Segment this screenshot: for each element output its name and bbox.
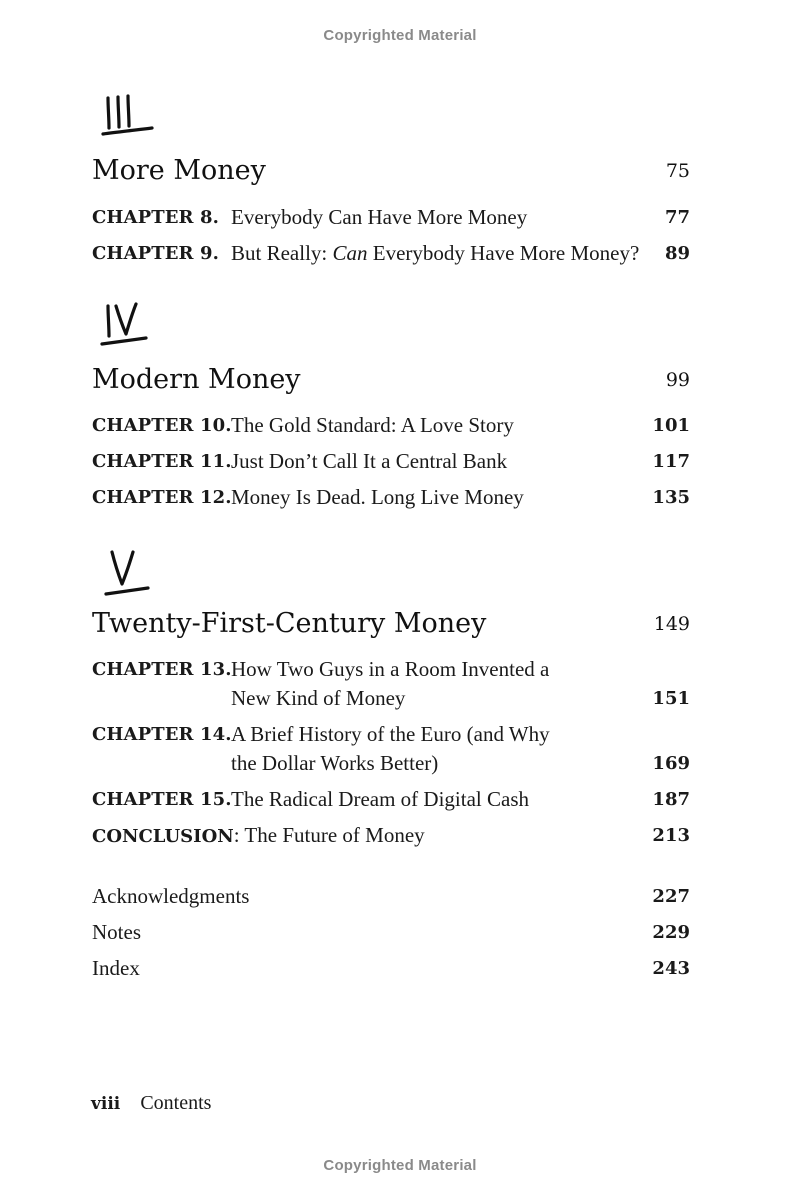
chapter-page-number: 117 — [652, 451, 690, 472]
toc-entry-chapter-8[interactable] — [92, 203, 690, 232]
chapter-page-number: 135 — [652, 487, 690, 508]
chapter-title: Everybody Can Have More Money — [231, 205, 528, 229]
chapter-title: But Really: Can Everybody Have More Money? — [231, 241, 640, 265]
toc-entry-conclusion[interactable] — [92, 821, 690, 850]
chapter-title-emphasis: Can — [332, 241, 368, 265]
toc-entry-chapter-11[interactable] — [92, 447, 690, 476]
chapter-page-number: 101 — [652, 415, 690, 436]
page-folio: viii — [91, 1094, 121, 1114]
part-title-text: Modern Money — [92, 364, 301, 395]
chapter-page-number: 169 — [652, 753, 690, 774]
chapter-label: CHAPTER 11. — [92, 451, 232, 472]
chapter-title — [231, 655, 549, 713]
chapter-page-number: 89 — [664, 243, 690, 264]
chapter-title: The Radical Dream of Digital Cash — [231, 787, 529, 811]
chapter-title-line: A Brief History of the Euro (and Why — [231, 722, 550, 746]
backmatter-title: Acknowledgments — [92, 884, 250, 908]
chapter-page-number: 151 — [652, 688, 690, 709]
chapter-page-number: 77 — [664, 207, 690, 228]
backmatter-page-number: 229 — [652, 922, 690, 943]
part-title-text: More Money — [92, 155, 266, 186]
backmatter-title: Notes — [92, 920, 141, 944]
part-page-number: 75 — [665, 160, 690, 182]
toc-entry-chapter-15[interactable] — [92, 785, 690, 814]
chapter-title-line: How Two Guys in a Room Invented a — [231, 657, 550, 681]
toc-entry-chapter-10[interactable] — [92, 411, 690, 440]
part-page-number: 99 — [665, 369, 690, 391]
chapter-label: CHAPTER 9. — [92, 243, 219, 264]
part-numeral-iii — [100, 92, 160, 140]
chapter-title — [231, 720, 550, 778]
chapter-label: CHAPTER 8. — [92, 207, 219, 228]
chapter-title-line: New Kind of Money — [231, 686, 406, 710]
conclusion-text — [92, 821, 425, 851]
chapter-label: CHAPTER 14. — [92, 724, 232, 745]
chapter-page-number: 187 — [652, 789, 690, 810]
running-head: Contents — [140, 1092, 212, 1114]
part-numeral-v — [100, 548, 160, 600]
chapter-label: CHAPTER 12. — [92, 487, 232, 508]
chapter-title: The Gold Standard: A Love Story — [231, 413, 514, 437]
conclusion-label: CONCLUSION — [92, 826, 234, 847]
part-title-text: Twenty-First-Century Money — [92, 608, 487, 639]
toc-entry-acknowledgments[interactable] — [92, 882, 690, 911]
part-page-number: 149 — [653, 613, 690, 635]
chapter-label: CHAPTER 15. — [92, 789, 232, 810]
chapter-title: Just Don’t Call It a Central Bank — [231, 449, 508, 473]
copyright-watermark-top: Copyrighted Material — [323, 27, 477, 44]
chapter-label: CHAPTER 10. — [92, 415, 232, 436]
backmatter-page-number: 243 — [652, 958, 690, 979]
toc-entry-chapter-14[interactable] — [92, 720, 690, 778]
chapter-title-line: the Dollar Works Better) — [231, 751, 439, 775]
conclusion-title: : The Future of Money — [233, 823, 425, 847]
chapter-label: CHAPTER 13. — [92, 659, 232, 680]
copyright-watermark-bottom: Copyrighted Material — [323, 1157, 477, 1174]
part-numeral-iv — [100, 300, 160, 348]
toc-entry-chapter-12[interactable] — [92, 483, 690, 512]
conclusion-page-number: 213 — [652, 825, 690, 846]
page-footer — [91, 1091, 211, 1116]
chapter-title: Money Is Dead. Long Live Money — [231, 485, 524, 509]
toc-entry-chapter-13[interactable] — [92, 655, 690, 713]
toc-entry-notes[interactable] — [92, 918, 690, 947]
toc-entry-index[interactable] — [92, 954, 690, 983]
toc-entry-chapter-9[interactable] — [92, 239, 690, 268]
backmatter-title: Index — [92, 956, 140, 980]
backmatter-page-number: 227 — [652, 886, 690, 907]
